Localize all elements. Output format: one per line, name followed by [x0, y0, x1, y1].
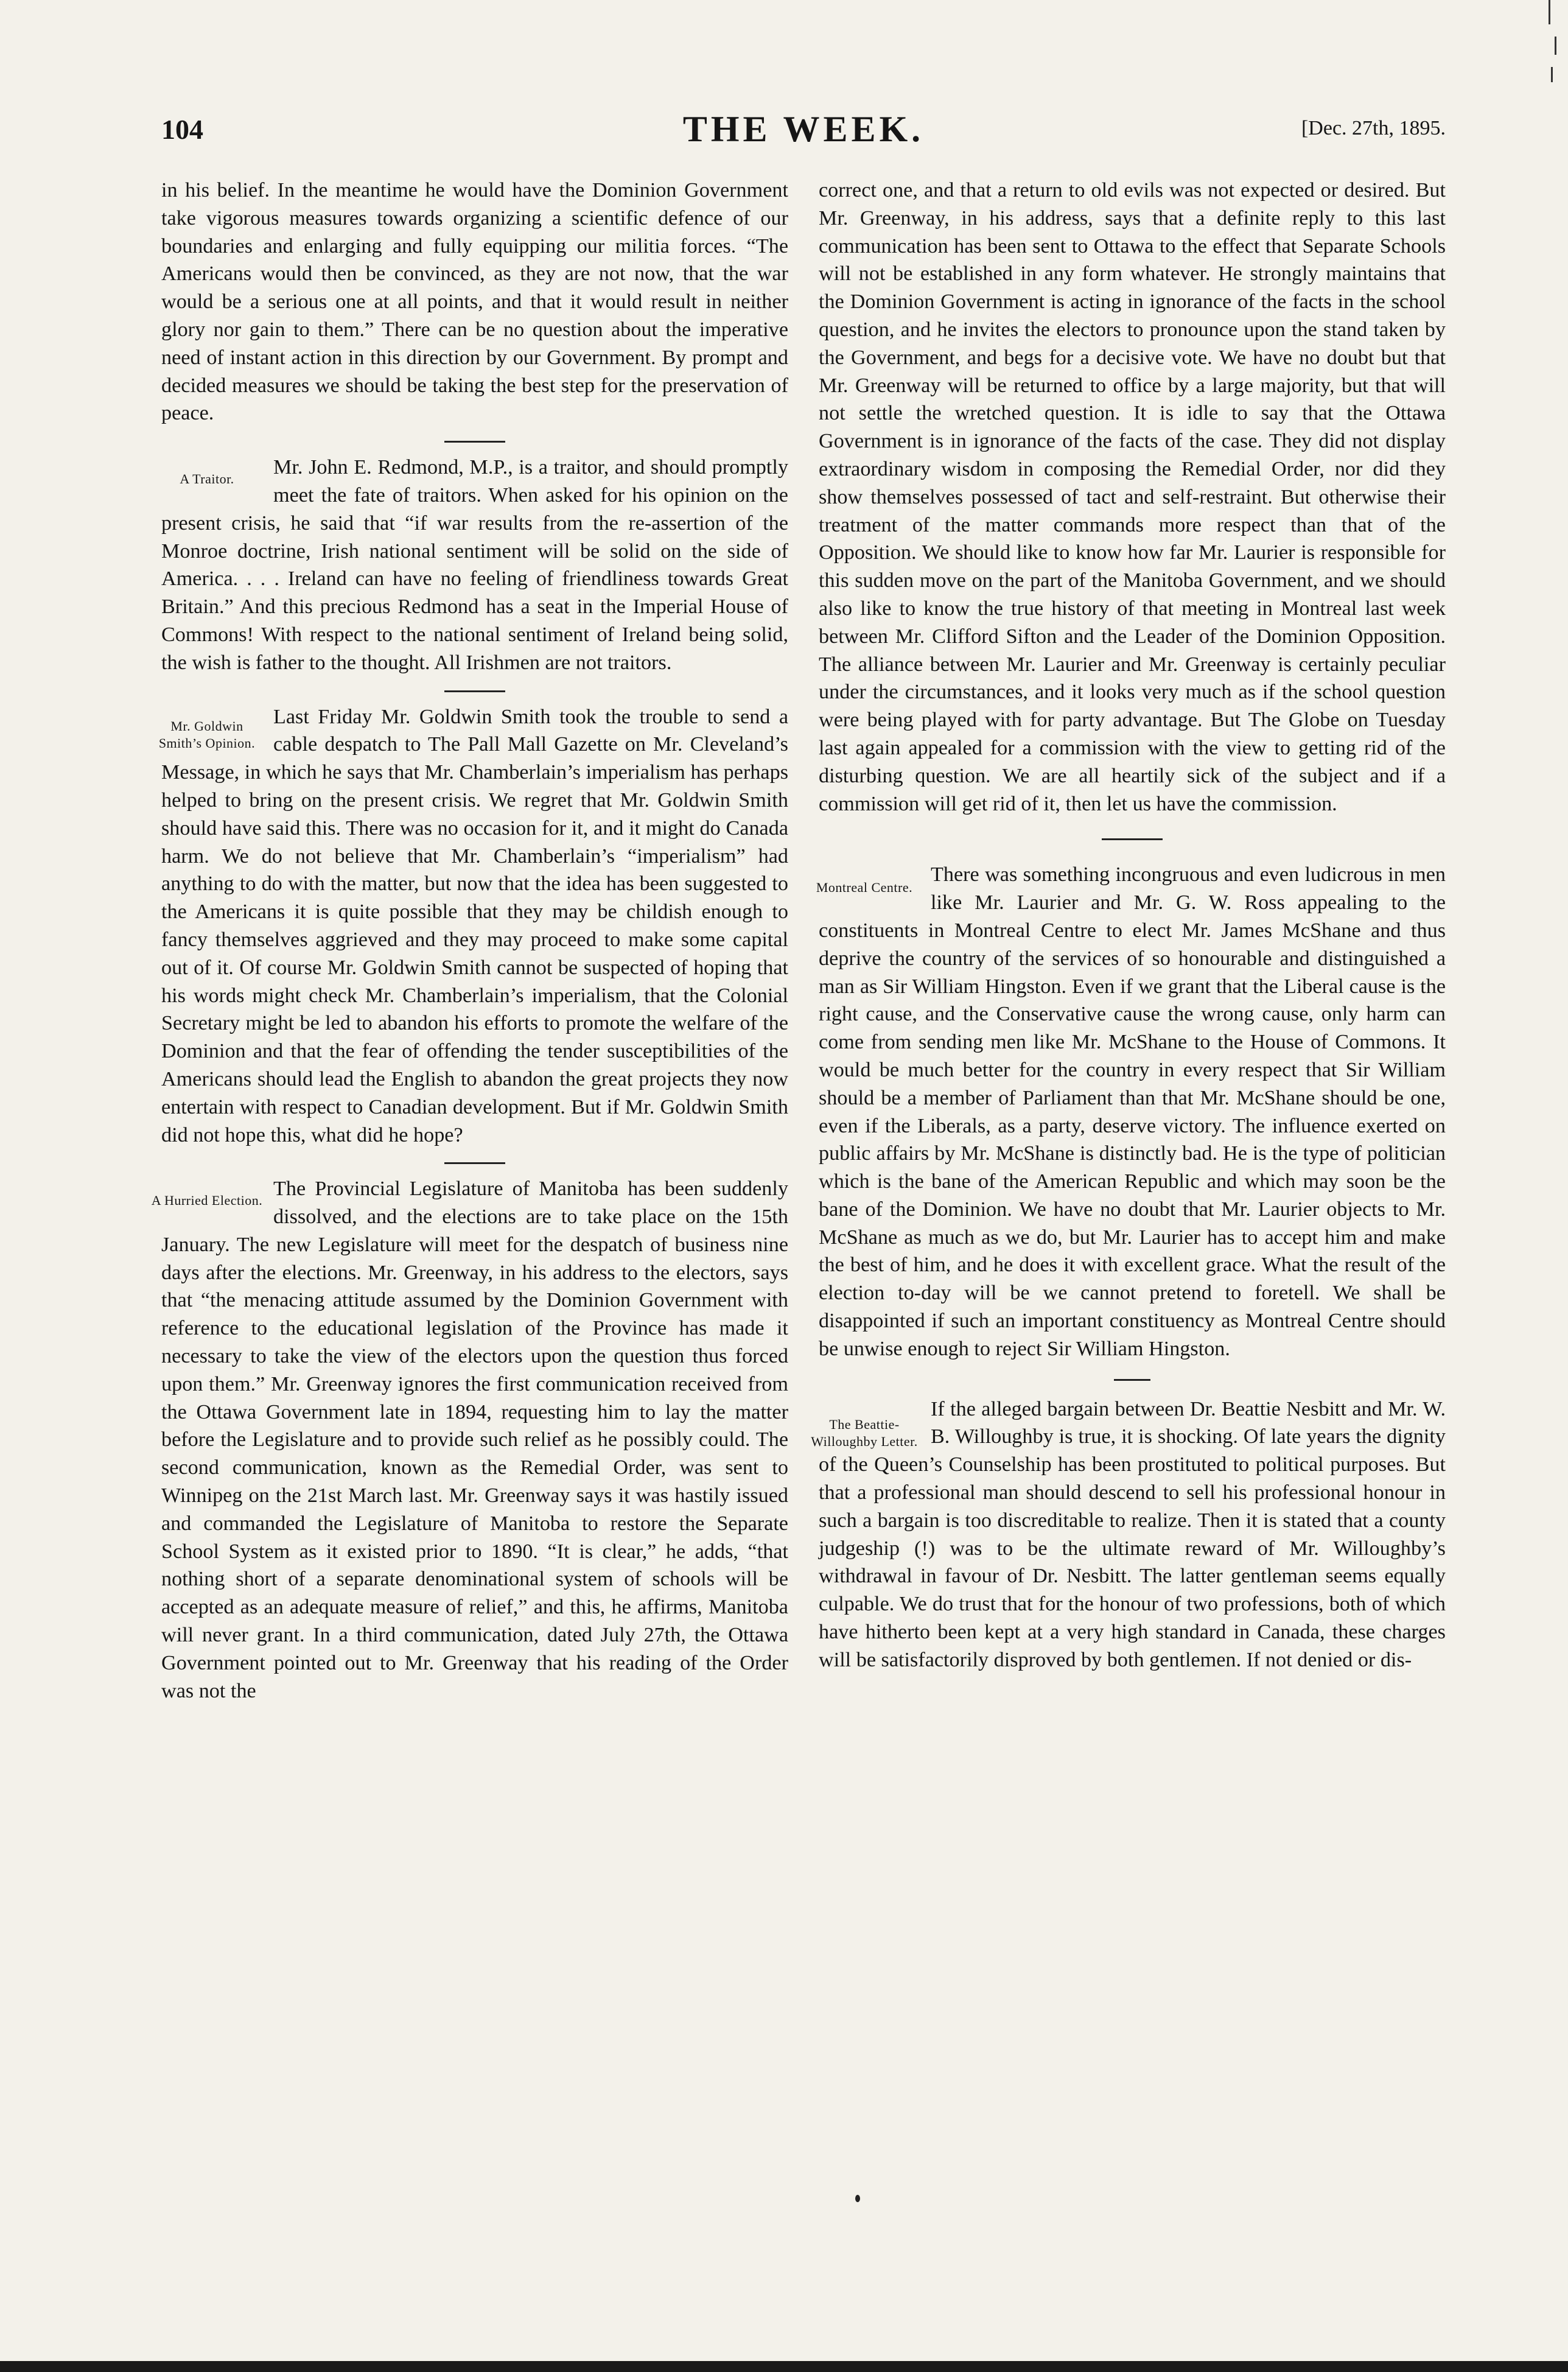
journal-title: THE WEEK.: [682, 109, 925, 149]
side-heading-goldwin-smith: Mr. Goldwin Smith’s Opinion.: [158, 718, 256, 751]
ink-speck: [855, 2195, 860, 2202]
section-divider: [444, 690, 505, 692]
page-header: [161, 108, 1446, 157]
traitor-text: Mr. John E. Redmond, M.P., is a traitor, and should promptly meet the fate of traitors. When asked for his opinion on the present crisis, he said that “if war results from the re-assertion of the Monroe doctrine, Irish national sentiment will be solid on the side of America. . . . Ireland can have no feeling of friendliness towards Great Britain.” And this precious Redmond has a seat in the Imperial House of Commons! With respect to the national sentiment of Ireland being solid, the wish is father to the thought. All Irishmen are not traitors.: [161, 456, 788, 674]
goldwin-smith-text: Last Friday Mr. Goldwin Smith took the trouble to send a cable despatch to The Pall Mall Gazette on Mr. Cleveland’s Message, in which he says that Mr. Chamberlain’s imperialism has perhaps helped to bring on the present crisis. We regret that Mr. Goldwin Smith should have said this. There was no occasion for it, and it might do Canada harm. We do not believe that Mr. Chamberlain’s “imperialism” had anything to do with the matter, but now that the idea has been suggested to the Americans it is quite possible that they may be childish enough to fancy themselves aggrieved and they may proceed to make some capital out of it. Of course Mr. Goldwin Smith cannot be suspected of hoping that his words might check Mr. Chamberlain’s imperialism, that the Colonial Secretary might be led to abandon his efforts to promote the welfare of the Dominion and that the fear of offending the tender susceptibilities of the Americans should lead the English to abandon the great projects they now entertain with respect to Canadian development. But if Mr. Goldwin Smith did not hope this, what did he hope?: [161, 705, 788, 1146]
section-divider: [444, 441, 505, 443]
section-hurried-election: [151, 1175, 788, 1705]
side-heading-beattie-willoughby: The Beattie-Willoughby Letter.: [811, 1416, 918, 1449]
side-heading-traitor: A Traitor.: [180, 471, 234, 487]
section-divider: [1102, 838, 1163, 840]
section-goldwin-smith: [158, 703, 788, 1149]
montreal-centre-text: There was something incongruous and even ludicrous in men like Mr. Laurier and Mr. G. W. Ross appealing to the constituents in Montreal Centre to elect Mr. James McShane and thus deprive the country of the services of so honourable and distinguished a man as Sir William Hingston. Even if we grant that the Liberal cause is the right cause, and the Conservative cause the wrong cause, only harm can come from sending men like Mr. McShane to the House of Commons. It would be much better for the country in every respect that Sir William should be a member of Parliament than that Mr. McShane should be one, even if the Liberals, as a party, deserve victory. The influence exerted on public affairs by Mr. McShane is distinctly bad. He is the type of politician which is the bane of the American Republic and which may soon be the bane of the Dominion. We have no doubt that Mr. Laurier objects to Mr. McShane as much as we do, but Mr. Laurier has to accept him and make the best of him, and he does it with excellent grace. What the result of the election to-day will be we cannot pretend to foretell. We shall be disappointed if such an important constituency as Montreal Centre should be unwise enough to reject Sir William Hingston.: [819, 863, 1446, 1360]
right-column: [811, 177, 1446, 1674]
continuation-paragraph: correct one, and that a return to old evils was not expected or desired. But Mr. Greenway, in his address, says that a definite reply to this last communication has been sent to Ottawa to the effect that Separate Schools will not be established in any form whatever. He strongly maintains that the Dominion Government is acting in ignorance of the facts in the school question, and he invites the electors to pronounce upon the stand taken by the Government, and begs for a decisive vote. We have no doubt but that Mr. Greenway will be returned to office by a large majority, but that will not settle the wretched question. It is idle to say that the Ottawa Government is in ignorance of the facts of the case. They did not display extraordinary wisdom in composing the Remedial Order, nor did they show themselves possessed of tact and self-restraint. But otherwise their treatment of the matter commands more respect than that of the Opposition. We should like to know how far Mr. Laurier is responsible for this sudden move on the part of the Manitoba Government, and we should also like to know the true history of that meeting in Montreal last week between Mr. Clifford Sifton and the Leader of the Dominion Opposition. The alliance between Mr. Laurier and Mr. Greenway is certainly peculiar under the circumstances, and it looks very much as if the school question were being played with for party advantage. But The Globe on Tuesday last again appealed for a commission with the view to getting rid of the disturbing question. We are all heartily sick of the subject and if a commission will get rid of it, then let us have the commission.: [819, 179, 1446, 815]
left-column: [151, 177, 788, 1705]
intro-paragraph: in his belief. In the meantime he would have the Dominion Government take vigorous measures towards organizing a scientific defence of our boundaries and enlarging and fully equipping our militia forces. “The Americans would then be convinced, as they are not now, that the war would be a serious one at all points, and that it would result in neither glory nor gain to them.” There can be no question about the imperative need of instant action in this direction by our Government. By prompt and decided measures we should be taking the best step for the preservation of peace.: [161, 179, 788, 425]
page-edge-marks: [1544, 0, 1568, 365]
section-traitor: [161, 454, 788, 676]
section-divider: [1114, 1379, 1150, 1381]
side-heading-montreal-centre: Montreal Centre.: [816, 880, 913, 896]
section-montreal-centre: [816, 861, 1446, 1363]
section-divider: [444, 1162, 505, 1164]
side-heading-hurried-election: A Hurried Election.: [151, 1193, 263, 1209]
scan-bottom-edge: [0, 2361, 1568, 2372]
issue-date: [Dec. 27th, 1895.: [1301, 117, 1446, 139]
page-number: 104: [161, 114, 203, 145]
section-beattie-willoughby: [811, 1395, 1446, 1674]
beattie-willoughby-text: If the alleged bargain between Dr. Beattie Nesbitt and Mr. W. B. Willoughby is true, it is shocking. Of late years the dignity of the Queen’s Counselship has been prostituted to political purposes. But that a professional man should descend to sell his professional honour in such a bargain is too discreditable to realize. Then it is stated that a county judgeship (!) was to be the ultimate reward of Mr. Willoughby’s withdrawal in favour of Dr. Nesbitt. The latter gentleman seems equally culpable. We do trust that for the honour of two professions, both of which have hitherto been kept at a very high standard in Canada, these charges will be satisfactorily disproved by both gentlemen. If not denied or dis-: [819, 1397, 1446, 1671]
hurried-election-text: The Provincial Legislature of Manitoba has been suddenly dissolved, and the elections are to take place on the 15th January. The new Legislature will meet for the despatch of business nine days after the elections. Mr. Greenway, in his address to the electors, says that “the menacing attitude assumed by the Dominion Government with reference to the educational legislation of the Province has made it necessary to take the view of the electors upon the question thus forced upon them.” Mr. Greenway ignores the first communication received from the Ottawa Government late in 1894, requesting him to lay the matter before the Legislature and to provide such relief as he possibly could. The second communication, known as the Remedial Order, was sent to Winnipeg on the 21st March last. Mr. Greenway says it was hastily issued and commanded the Legislature of Manitoba to restore the Separate School System as it existed prior to 1890. “It is clear,” he adds, “that nothing short of a separate denominational system of schools will be accepted as an adequate measure of relief,” and this, he affirms, Manitoba will never grant. In a third communication, dated July 27th, the Ottawa Government pointed out to Mr. Greenway that his reading of the Order was not the: [161, 1177, 788, 1702]
